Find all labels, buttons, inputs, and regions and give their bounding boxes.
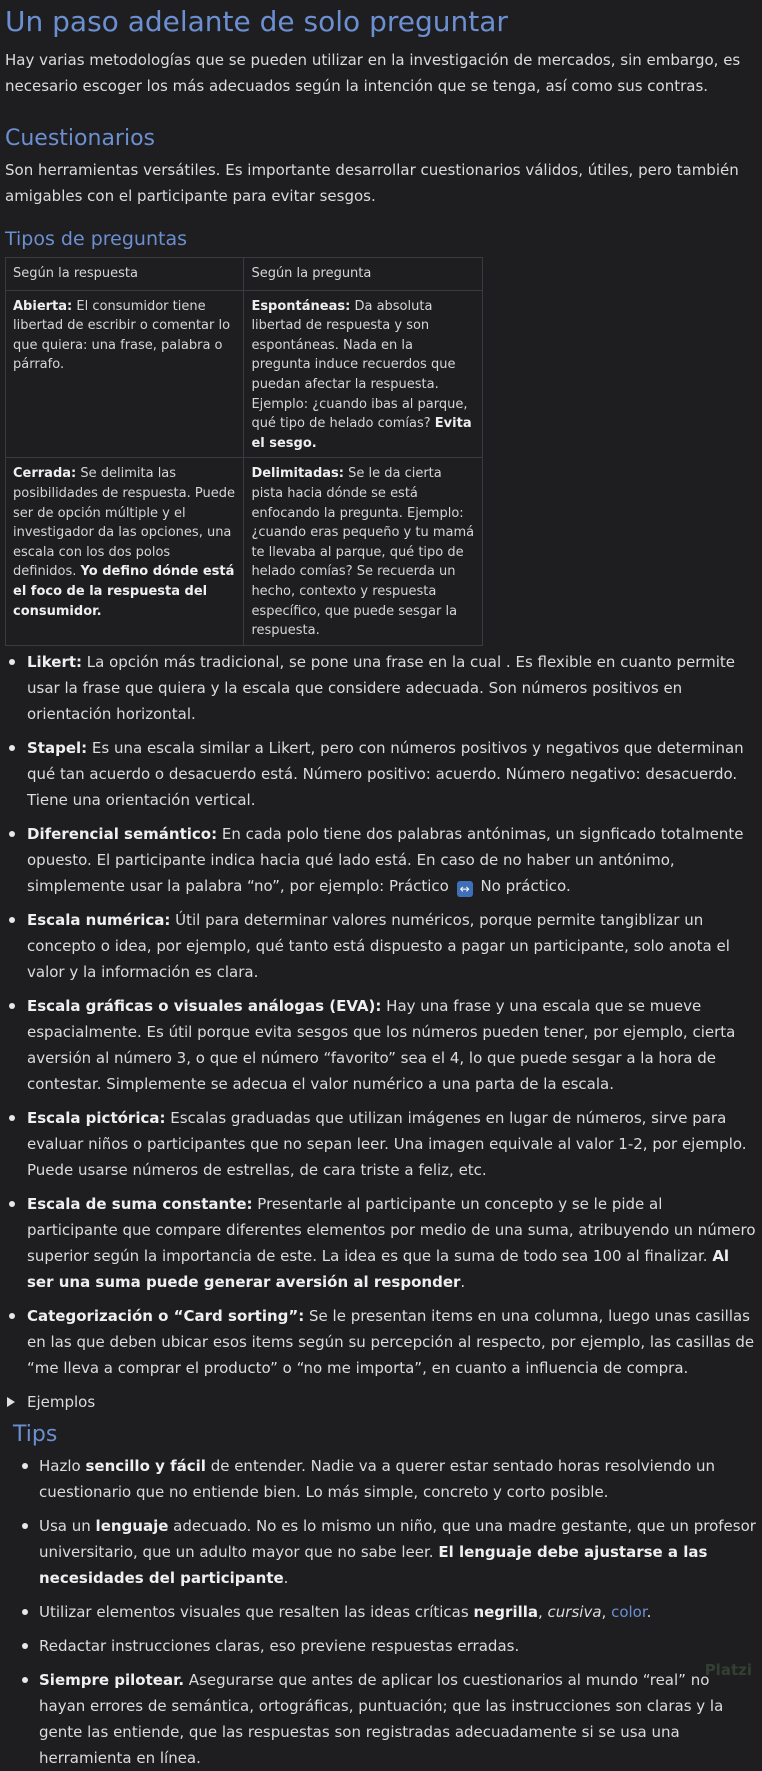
cell-text: Da absoluta libertad de respuesta y son espontáneas. Nada en la pregunta induce recuerdos que puedan afectar la respuesta. Ejemplo: ¿cuando ibas al parque, qué tipo de helado comías? <box>251 298 468 432</box>
tip-text: Hazlo <box>39 1456 86 1475</box>
scale-term: Escala numérica: <box>27 910 171 929</box>
intro-paragraph: Hay varias metodologías que se pueden utilizar en la investigación de mercados, sin embargo, es necesario escoger los más adecuados según la intención que se tenga, así como sus contras. <box>5 51 741 95</box>
term-espontaneas: Espontáneas: <box>251 298 351 314</box>
question-types-table <box>5 257 483 646</box>
tip-text: Redactar instrucciones claras, eso previene respuestas erradas. <box>39 1636 520 1655</box>
scale-text: La opción más tradicional, se pone una frase en la cual . Es flexible en cuanto permite usar la frase que quiera y la escala que considere adecuada. Son números positivos en orientación horizontal. <box>27 652 735 723</box>
tip-text: Asegurarse que antes de aplicar los cuestionarios al mundo “real” no hayan errores de semántica, ortográficas, puntuación; que las instrucciones son claras y la gente las entiende, que las respuestas son registradas adecuadamente si se usa una herramienta en línea. <box>39 1670 724 1767</box>
left-right-arrow-icon: ↔ <box>457 881 473 897</box>
term-delimitadas: Delimitadas: <box>251 466 344 482</box>
term-cerrada: Cerrada: <box>13 466 77 482</box>
toggle-label: Ejemplos <box>27 1392 96 1411</box>
tips-section <box>5 1421 757 1771</box>
table-header-row <box>6 258 483 291</box>
scale-text: Útil para determinar valores numéricos, porque permite tangiblizar un concepto o idea, por ejemplo, qué tanto está dispuesto a pagar un participante, solo anota el valor y la información es clara. <box>27 910 730 981</box>
tip-text: . <box>646 1602 652 1621</box>
tip-text: de entender. Nadie va a querer estar sentado horas resolviendo un cuestionario que no entiende bien. Lo más simple, concreto y corto posible. <box>39 1456 716 1501</box>
subheading-tipos-de-preguntas: Tipos de preguntas <box>5 228 187 250</box>
scale-term: Escala gráficas o visuales análogas (EVA): <box>27 996 382 1015</box>
table-cell-abierta <box>6 290 244 458</box>
tip-bold: negrilla <box>473 1602 538 1621</box>
tip-italic: cursiva <box>547 1602 602 1621</box>
scale-text: Se le presentan items en una columna, luego unas casillas en las que deben ubicar esos items según su percepción al respecto, por ejemplo, las casillas de “me lleva a comprar el producto” o “no me importa”, en cuanto a influencia de compra. <box>27 1306 755 1377</box>
scale-term: Likert: <box>27 652 83 671</box>
scale-text: No práctico. <box>480 876 571 895</box>
tips-heading: Tips <box>13 1421 58 1447</box>
list-item <box>13 1453 757 1505</box>
table-row <box>6 290 483 458</box>
tip-bold: El lenguaje debe ajustarse a las necesidades del participante <box>39 1542 708 1587</box>
tip-text: Usa un <box>39 1516 96 1535</box>
list-item <box>13 1513 757 1591</box>
scales-list <box>5 649 757 1381</box>
list-item <box>13 1667 757 1771</box>
list-item <box>5 1303 757 1381</box>
tip-bold: sencillo y fácil <box>85 1456 206 1475</box>
scale-text: Es una escala similar a Likert, pero con números positivos y negativos que determinan qué tan acuerdo o desacuerdo está. Número positivo: acuerdo. Número negativo: desacuerdo. Tiene una orientación vertical. <box>27 738 744 809</box>
scale-term: Diferencial semántico: <box>27 824 218 843</box>
list-item <box>5 821 757 899</box>
list-item <box>5 907 757 985</box>
term-abierta: Abierta: <box>13 298 73 314</box>
list-item <box>5 1105 757 1183</box>
page-title: Un paso adelante de solo preguntar <box>5 5 508 38</box>
scale-term: Stapel: <box>27 738 88 757</box>
cell-text: Se le da cierta pista hacia dónde se está enfocando la pregunta. Ejemplo: ¿cuando eras pequeño y tu mamá te llevaba al parque, qué tipo de helado comías? Se recuerda un hecho, contexto y respuesta específico, que puede sesgar la respuesta. <box>251 466 475 639</box>
scale-text: Escalas graduadas que utilizan imágenes en lugar de números, sirve para evaluar niños o participantes que no sepan leer. Una imagen equivale al valor 1-2, por ejemplo. Puede usarse números de estrellas, de cara triste a feliz, etc. <box>27 1108 747 1179</box>
tip-text: Utilizar elementos visuales que resalten las ideas críticas <box>39 1602 474 1621</box>
list-item <box>5 735 757 813</box>
list-item <box>5 993 757 1097</box>
tip-bold: Siempre pilotear. <box>39 1670 185 1689</box>
tip-color: color <box>611 1602 647 1621</box>
table-header-cell: Según la respuesta <box>6 258 244 291</box>
tip-bold: lenguaje <box>95 1516 169 1535</box>
scale-term: Categorización o “Card sorting”: <box>27 1306 305 1325</box>
scale-text: . <box>460 1272 466 1291</box>
tips-list <box>13 1453 757 1771</box>
cell-text: El consumidor tiene libertad de escribir o comentar lo que quiera: una frase, palabra o párrafo. <box>13 298 231 373</box>
ejemplos-toggle[interactable] <box>5 1389 757 1415</box>
tip-text: . <box>283 1568 289 1587</box>
emphasis-text: Yo defino dónde está el foco de la respuesta del consumidor. <box>13 564 235 619</box>
list-item <box>5 1191 757 1295</box>
emphasis-text: Al ser una suma puede generar aversión al responder <box>27 1246 730 1291</box>
section-heading-cuestionarios: Cuestionarios <box>5 126 156 151</box>
toggle-triangle-icon[interactable] <box>7 1397 15 1407</box>
tip-text: adecuado. No es lo mismo un niño, que una madre gestante, que un profesor universitario, que un adulto mayor que no sabe leer. <box>39 1516 756 1561</box>
document-page <box>0 5 757 1771</box>
table-cell-espontaneas <box>244 290 483 458</box>
scale-term: Escala de suma constante: <box>27 1194 253 1213</box>
list-item <box>13 1633 757 1659</box>
tip-text: , <box>538 1602 548 1621</box>
tip-text: , <box>601 1602 612 1621</box>
cell-text: Se delimita las posibilidades de respuesta. Puede ser de opción múltiple y el investigador da las opciones, una escala con los dos polos definidos. <box>13 466 235 580</box>
scale-text: En cada polo tiene dos palabras antónimas, un signficado totalmente opuesto. El participante indica hacia qué lado está. En caso de no haber un antónimo, simplemente usar la palabra “no”, por ejemplo: Práctico <box>27 824 744 895</box>
scale-text: Hay una frase y una escala que se mueve espacialmente. Es útil porque evita sesgos que los números pueden tener, por ejemplo, cierta aversión al número 3, o que el número “favorito” sea el 4, lo que puede sesgar a la hora de contestar. Simplemente se adecua el valor numérico a una parta de la escala. <box>27 996 736 1093</box>
table-cell-cerrada <box>6 458 244 645</box>
emphasis-text: Evita el sesgo. <box>251 416 472 451</box>
table-cell-delimitadas <box>244 458 483 645</box>
table-header-cell: Según la pregunta <box>244 258 483 291</box>
cuestionarios-paragraph: Son herramientas versátiles. Es importante desarrollar cuestionarios válidos, útiles, pero también amigables con el participante para evitar sesgos. <box>5 161 739 205</box>
scale-text: Presentarle al participante un concepto y se le pide al participante que compare diferentes elementos por medio de una suma, atribuyendo un número superior según la importancia de este. La idea es que la suma de todo sea 100 al finalizar. <box>27 1194 756 1265</box>
platzi-watermark: Platzi <box>704 1661 752 1679</box>
list-item <box>5 649 757 727</box>
list-item <box>13 1599 757 1625</box>
scale-term: Escala pictórica: <box>27 1108 166 1127</box>
table-row <box>6 458 483 645</box>
